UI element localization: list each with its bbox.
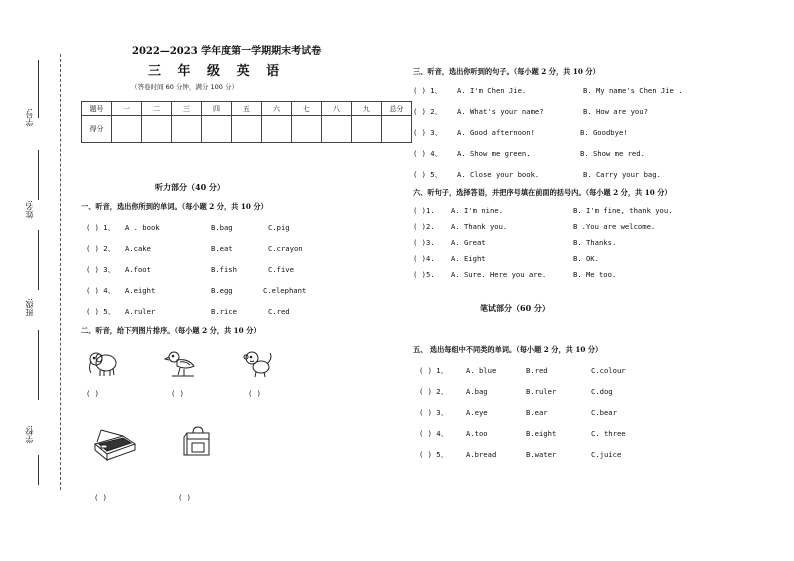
score-cell <box>352 116 382 143</box>
s1-num: ( ) 3、 <box>86 265 115 274</box>
s6-option-a: A. Great <box>451 238 486 247</box>
s5-option-a: A.eye <box>466 408 488 417</box>
score-cell <box>322 116 352 143</box>
school-label: 学校: <box>25 425 34 444</box>
section1-title: 一、听音，选出你所到的单词。（每小题 2 分，共 10 分） <box>81 202 268 211</box>
s5-option-a: A. blue <box>466 366 497 375</box>
score-header-cell: 二 <box>142 102 172 116</box>
s1-num: ( ) 4、 <box>86 286 115 295</box>
s5-option-c: C.dog <box>591 387 613 396</box>
s5-option-a: A.too <box>466 429 488 438</box>
s1-option-a: A . book <box>125 223 160 232</box>
written-heading: 笔试部分（60 分） <box>480 303 550 313</box>
score-cell <box>382 116 412 143</box>
s5-option-c: C. three <box>591 429 626 438</box>
s5-option-b: B.ruler <box>526 387 557 396</box>
s5-num: ( ) 1、 <box>419 366 448 375</box>
s5-option-a: A.bread <box>466 450 497 459</box>
s2-answer-blank[interactable]: ( ) <box>86 389 99 398</box>
s3-option-b: B. My name's Chen Jie . <box>583 86 683 95</box>
score-header-cell: 八 <box>322 102 352 116</box>
s3-option-a: A. Show me green. <box>457 149 531 158</box>
s3-option-a: A. Close your book. <box>457 170 540 179</box>
score-header-cell: 七 <box>292 102 322 116</box>
s3-num: ( ) 2、 <box>413 107 442 116</box>
s5-option-a: A.bag <box>466 387 488 396</box>
section2-title: 二、听音，给下列图片排序。（每小题 2 分，共 10 分） <box>81 326 261 335</box>
s6-option-b: B. OK. <box>573 254 599 263</box>
s1-option-c: C.five <box>268 265 294 274</box>
s3-num: ( ) 5、 <box>413 170 442 179</box>
s5-num: ( ) 5、 <box>419 450 448 459</box>
score-table <box>81 101 412 143</box>
score-header-cell: 总分 <box>382 102 412 116</box>
s1-num: ( ) 2、 <box>86 244 115 253</box>
s5-option-c: C.bear <box>591 408 617 417</box>
s5-num: ( ) 4、 <box>419 429 448 438</box>
s1-option-b: B.bag <box>211 223 233 232</box>
section6-title: 六、听句子，选择答语，并把序号填在前面的括号内。（每小题 2 分，共 10 分） <box>413 188 672 197</box>
s1-option-c: C.elephant <box>263 286 307 295</box>
monkey-picture <box>240 348 274 380</box>
school-line <box>38 455 39 485</box>
s2-answer-blank[interactable]: ( ) <box>248 389 261 398</box>
score-cell <box>232 116 262 143</box>
s5-num: ( ) 2、 <box>419 387 448 396</box>
s5-option-b: B.water <box>526 450 557 459</box>
score-header-cell: 六 <box>262 102 292 116</box>
s3-option-a: A. Good afternoon! <box>457 128 535 137</box>
student-id-label: 学号: <box>25 108 34 127</box>
s1-option-a: A.foot <box>125 265 151 274</box>
s5-option-c: C.juice <box>591 450 622 459</box>
score-cell <box>262 116 292 143</box>
s6-option-b: B. Thanks. <box>573 238 617 247</box>
s5-option-b: B.ear <box>526 408 548 417</box>
section5-title: 五、 选出每组中不同类的单词。（每小题 2 分，共 10 分） <box>413 345 603 354</box>
s1-option-a: A.cake <box>125 244 151 253</box>
s6-option-a: A. Sure. Here you are. <box>451 270 547 279</box>
s1-num: ( ) 1、 <box>86 223 115 232</box>
s5-option-c: C.colour <box>591 366 626 375</box>
s1-option-c: C.crayon <box>268 244 303 253</box>
s1-option-c: C.pig <box>268 223 290 232</box>
score-cell <box>292 116 322 143</box>
s6-option-b: B. I'm fine, thank you. <box>573 206 673 215</box>
s1-num: ( ) 5、 <box>86 307 115 316</box>
s1-option-a: A.ruler <box>125 307 156 316</box>
s5-option-b: B.red <box>526 366 548 375</box>
s3-num: ( ) 4、 <box>413 149 442 158</box>
student-id-line <box>38 60 39 118</box>
class-label: 班级: <box>25 298 34 317</box>
score-cell <box>112 116 142 143</box>
exam-title: 2022—2023 学年度第一学期期末考试卷 <box>132 46 322 57</box>
s3-option-a: A. What's your name? <box>457 107 544 116</box>
score-header-cell: 题号 <box>82 102 112 116</box>
s6-option-a: A. Eight <box>451 254 486 263</box>
s6-num: ( )2. <box>413 222 435 231</box>
s3-option-b: B. Show me red. <box>580 149 645 158</box>
exam-note: （答卷时间 60 分钟，满分 100 分） <box>131 83 238 91</box>
s6-num: ( )5. <box>413 270 435 279</box>
s3-option-b: B. Goodbye! <box>580 128 628 137</box>
pencil-box-picture <box>93 428 137 462</box>
s1-option-b: B.rice <box>211 307 237 316</box>
s3-option-b: B. How are you? <box>583 107 648 116</box>
bag-picture <box>183 425 213 457</box>
s6-option-b: B. Me too. <box>573 270 617 279</box>
s3-option-a: A. I'm Chen Jie. <box>457 86 527 95</box>
s1-option-b: B.fish <box>211 265 237 274</box>
s2-answer-blank[interactable]: ( ) <box>171 389 184 398</box>
s6-option-a: A. Thank you. <box>451 222 508 231</box>
s6-num: ( )4. <box>413 254 435 263</box>
section3-title: 三、听音，选出你听到的句子。（每小题 2 分，共 10 分） <box>413 67 600 76</box>
name-line <box>38 230 39 290</box>
score-header-cell: 三 <box>172 102 202 116</box>
s2-answer-blank[interactable]: ( ) <box>94 493 107 502</box>
s1-option-c: C.red <box>268 307 290 316</box>
exam-subject: 三 年 级 英 语 <box>148 64 286 79</box>
name-line-top <box>38 150 39 200</box>
score-cell <box>142 116 172 143</box>
s3-option-b: B. Carry your bag. <box>583 170 661 179</box>
s3-num: ( ) 3、 <box>413 128 442 137</box>
score-header-cell: 九 <box>352 102 382 116</box>
binding-dotted-line <box>60 54 61 490</box>
score-cell <box>172 116 202 143</box>
s1-option-a: A.eight <box>125 286 156 295</box>
s6-option-b: B .You are welcome. <box>573 222 656 231</box>
s5-num: ( ) 3、 <box>419 408 448 417</box>
s2-answer-blank[interactable]: ( ) <box>178 493 191 502</box>
s5-option-b: B.eight <box>526 429 557 438</box>
score-row-label: 得分 <box>82 116 112 143</box>
name-label: 姓名: <box>25 200 34 219</box>
score-cell <box>202 116 232 143</box>
s6-num: ( )3. <box>413 238 435 247</box>
s6-option-a: A. I'm nine. <box>451 206 503 215</box>
score-header-cell: 四 <box>202 102 232 116</box>
score-header-cell: 五 <box>232 102 262 116</box>
listening-heading: 听力部分（40 分） <box>155 182 225 192</box>
s3-num: ( ) 1、 <box>413 86 442 95</box>
class-line <box>38 330 39 400</box>
score-header-cell: 一 <box>112 102 142 116</box>
bird-picture <box>164 348 198 382</box>
s1-option-b: B.egg <box>211 286 233 295</box>
s1-option-b: B.eat <box>211 244 233 253</box>
elephant-picture <box>86 348 120 378</box>
s6-num: ( )1. <box>413 206 435 215</box>
